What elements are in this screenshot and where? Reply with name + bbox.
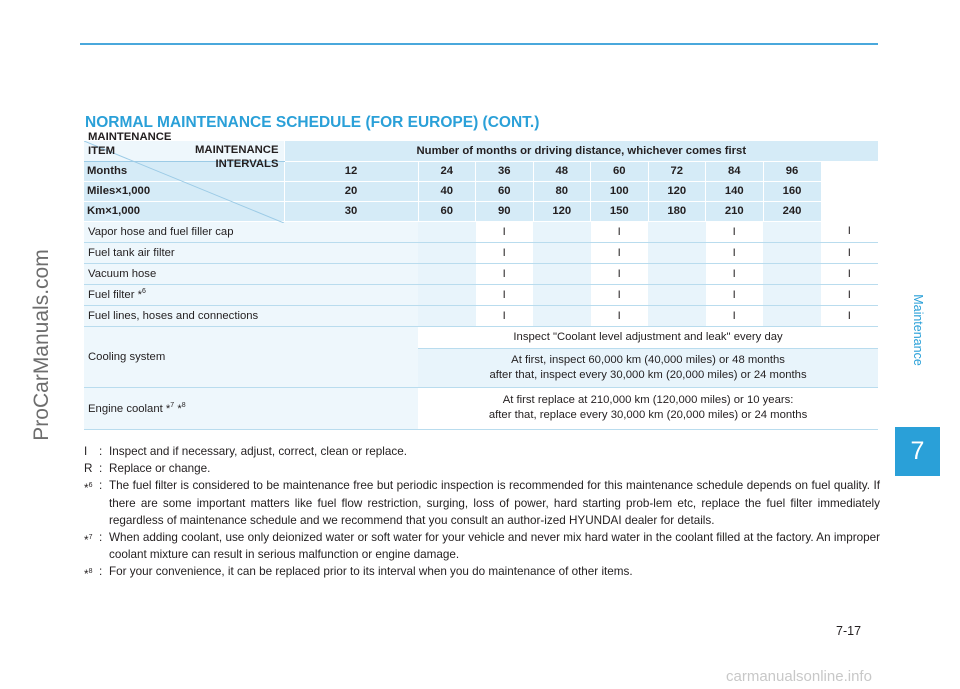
schedule-cell xyxy=(533,242,591,263)
interval-value: 160 xyxy=(763,181,821,201)
schedule-cell xyxy=(418,284,476,305)
table-corner-header xyxy=(84,130,284,170)
legend-key xyxy=(84,443,99,460)
schedule-cell: I xyxy=(476,284,534,305)
item-row xyxy=(84,263,878,284)
legend-colon: : xyxy=(99,531,103,545)
interval-value: 80 xyxy=(533,181,591,201)
schedule-cell xyxy=(648,305,706,326)
schedule-cell: I xyxy=(476,305,534,326)
schedule-cell: I xyxy=(591,305,649,326)
interval-value: 210 xyxy=(706,201,764,221)
legend-item xyxy=(84,477,880,529)
page-number: 7-17 xyxy=(836,624,862,638)
interval-value: 40 xyxy=(418,181,476,201)
corner-item-label: MAINTENANCE ITEM xyxy=(88,130,172,157)
schedule-cell: I xyxy=(821,305,879,326)
watermark-text: ProCarManuals.com xyxy=(30,249,53,441)
interval-value: 96 xyxy=(763,161,821,181)
cooling-note-line2: after that, inspect every 30,000 km (20,000 miles) or 24 months xyxy=(489,368,807,381)
schedule-cell: I xyxy=(476,242,534,263)
legend-key-sup: 8 xyxy=(88,568,93,576)
legend-colon: : xyxy=(99,462,103,476)
item-name-cell xyxy=(84,305,418,326)
coolant-note-line1: At first replace at 210,000 km (120,000 miles) or 10 years: xyxy=(502,394,794,406)
schedule-cell: I xyxy=(476,263,534,284)
legend-key-symbol: I xyxy=(84,445,88,458)
legend-item xyxy=(84,529,880,563)
schedule-cell: I xyxy=(821,263,879,284)
interval-value: 120 xyxy=(533,201,591,221)
legend-colon: : xyxy=(99,479,103,493)
schedule-cell xyxy=(763,221,821,242)
item-row xyxy=(84,242,878,263)
legend-text: Replace or change. xyxy=(109,462,211,476)
coolant-name: Engine coolant * xyxy=(88,402,171,415)
interval-value: 100 xyxy=(591,181,649,201)
legend-key-sup: 7 xyxy=(88,534,93,542)
span-header: Number of months or driving distance, whichever comes first xyxy=(284,141,878,161)
schedule-cell xyxy=(763,263,821,284)
schedule-cell xyxy=(648,263,706,284)
legend-colon: : xyxy=(99,565,103,579)
item-name: Fuel tank air filter xyxy=(88,246,175,259)
schedule-cell: I xyxy=(706,263,764,284)
legend-key-sup: 6 xyxy=(88,482,93,490)
maintenance-schedule-table xyxy=(84,130,878,430)
interval-value: 84 xyxy=(706,161,764,181)
item-name: Vacuum hose xyxy=(88,267,157,280)
legend-text: For your convenience, it can be replaced prior to its interval when you do maintenance of other items. xyxy=(109,565,633,579)
legend-notes xyxy=(84,443,880,584)
footer-site: carmanualsonline.info xyxy=(726,668,872,685)
schedule-cell: I xyxy=(706,242,764,263)
interval-value: 72 xyxy=(648,161,706,181)
schedule-cell: I xyxy=(706,284,764,305)
legend-item xyxy=(84,563,880,583)
interval-value: 20 xyxy=(284,181,418,201)
schedule-cell xyxy=(763,242,821,263)
schedule-cell xyxy=(763,305,821,326)
cooling-note-interval xyxy=(418,348,878,387)
schedule-cell xyxy=(533,221,591,242)
interval-value: 60 xyxy=(476,181,534,201)
schedule-cell: I xyxy=(591,221,649,242)
schedule-cell xyxy=(763,284,821,305)
interval-row-label: Km×1,000 xyxy=(84,201,284,221)
interval-value: 60 xyxy=(418,201,476,221)
item-name-cell xyxy=(84,263,418,284)
schedule-cell xyxy=(648,284,706,305)
schedule-cell: I xyxy=(591,284,649,305)
interval-row-label: Months xyxy=(84,161,284,181)
schedule-cell xyxy=(648,242,706,263)
legend-key xyxy=(84,563,99,583)
item-name-cell xyxy=(84,284,418,305)
chapter-number-box: 7 xyxy=(895,427,940,476)
interval-value: 30 xyxy=(284,201,418,221)
interval-value: 140 xyxy=(706,181,764,201)
item-name: Vapor hose and fuel filler cap xyxy=(88,225,234,238)
schedule-cell: I xyxy=(706,221,764,242)
schedule-cell: I xyxy=(591,263,649,284)
top-rule xyxy=(80,43,878,45)
legend-key-symbol: * xyxy=(84,568,89,582)
interval-value: 36 xyxy=(476,161,534,181)
legend-text: When adding coolant, use only deionized water or soft water for your vehicle and never mix hard water in the coolant filled at the factory. An improper coolant mixture can result in serious malfunction or engine damage. xyxy=(109,531,880,562)
item-name-cell xyxy=(84,221,418,242)
interval-value: 90 xyxy=(476,201,534,221)
page-title: NORMAL MAINTENANCE SCHEDULE (FOR EUROPE) (CONT.) xyxy=(85,114,540,131)
interval-row-label: Miles×1,000 xyxy=(84,181,284,201)
legend-key-symbol: * xyxy=(84,482,89,496)
interval-value: 12 xyxy=(284,161,418,181)
legend-key xyxy=(84,529,99,563)
item-name: Fuel filter * xyxy=(88,288,142,301)
schedule-cell xyxy=(533,284,591,305)
item-note-mark: 6 xyxy=(142,288,146,296)
legend-key xyxy=(84,460,99,477)
schedule-cell xyxy=(533,305,591,326)
schedule-cell: I xyxy=(821,242,879,263)
side-tab-label: Maintenance xyxy=(910,294,925,366)
schedule-cell: I xyxy=(591,242,649,263)
item-name: Fuel lines, hoses and connections xyxy=(88,309,259,322)
schedule-cell: I xyxy=(821,284,879,305)
cooling-note-daily: Inspect "Coolant level adjustment and leak" every day xyxy=(418,326,878,348)
item-row xyxy=(84,284,878,305)
schedule-cell xyxy=(418,305,476,326)
schedule-cell xyxy=(533,263,591,284)
legend-text: Inspect and if necessary, adjust, correct, clean or replace. xyxy=(109,445,407,458)
schedule-cell xyxy=(418,221,476,242)
schedule-cell: I xyxy=(821,221,879,242)
coolant-note-mark-7: 7 xyxy=(170,401,175,409)
item-row xyxy=(84,221,878,242)
interval-value: 180 xyxy=(648,201,706,221)
legend-key-symbol: * xyxy=(84,533,89,547)
coolant-star: * xyxy=(174,402,182,415)
legend-item xyxy=(84,460,880,477)
interval-value: 150 xyxy=(591,201,649,221)
legend-key-symbol: R xyxy=(84,462,93,476)
corner-intervals-label: MAINTENANCE INTERVALS xyxy=(195,144,279,170)
interval-value: 60 xyxy=(591,161,649,181)
interval-value: 48 xyxy=(533,161,591,181)
schedule-cell xyxy=(418,242,476,263)
item-row xyxy=(84,305,878,326)
legend-colon: : xyxy=(99,445,103,458)
item-cooling-system: Cooling system xyxy=(84,326,418,387)
coolant-note-mark-8: 8 xyxy=(181,401,186,409)
coolant-note xyxy=(418,387,878,429)
coolant-note-line2: after that, replace every 30,000 km (20,000 miles) or 24 months xyxy=(488,409,808,421)
schedule-cell xyxy=(648,221,706,242)
schedule-cell xyxy=(418,263,476,284)
legend-key xyxy=(84,477,99,529)
legend-item xyxy=(84,443,880,460)
item-engine-coolant xyxy=(84,387,418,429)
interval-value: 240 xyxy=(763,201,821,221)
item-name-cell xyxy=(84,242,418,263)
schedule-cell: I xyxy=(476,221,534,242)
legend-text: The fuel filter is considered to be maintenance free but periodic inspection is recommended for this maintenance schedule depends on fuel quality. If there are some important matters like fuel flow restriction, surging, loss of power, hard starting prob-lem etc, replace the fuel filter immediately regardless of maintenance schedule and we recommend that you consult an author-ized HYUNDAI dealer for details. xyxy=(109,479,880,527)
interval-value: 24 xyxy=(418,161,476,181)
interval-value: 120 xyxy=(648,181,706,201)
cooling-note-line1: At first, inspect 60,000 km (40,000 miles) or 48 months xyxy=(511,353,785,366)
schedule-cell: I xyxy=(706,305,764,326)
